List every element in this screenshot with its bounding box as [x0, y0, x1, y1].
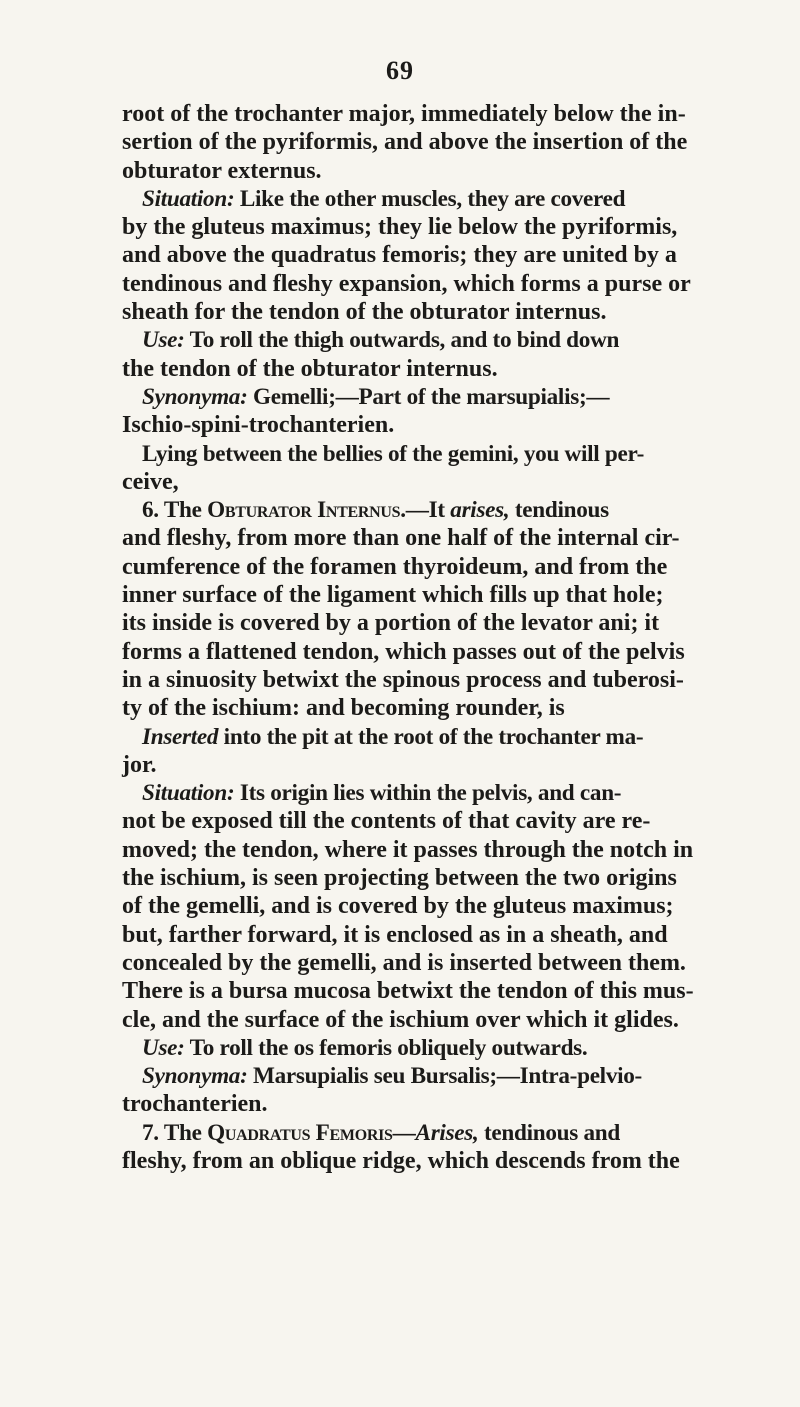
text-segment: tendinous and fleshy expansion, which forms a purse or	[122, 270, 691, 297]
text-segment: not be exposed till the contents of that cavity are re-	[122, 808, 651, 835]
text-segment: Its origin lies within the pelvis, and can-	[234, 780, 622, 807]
text-segment: trochanterien.	[122, 1091, 268, 1118]
text-segment: cumference of the foramen thyroideum, and from the	[122, 553, 668, 580]
text-line	[122, 100, 722, 128]
text-segment: fleshy, from an oblique ridge, which descends from the	[122, 1147, 680, 1174]
text-line	[122, 383, 722, 411]
text-line	[122, 638, 722, 666]
italic-text: Use:	[142, 327, 185, 354]
page-number: 69	[386, 56, 414, 85]
text-line	[122, 836, 722, 864]
text-segment: Lying between the bellies of the gemini, you will per-	[142, 440, 645, 467]
text-segment: cle, and the surface of the ischium over which it glides.	[122, 1006, 679, 1033]
text-line	[122, 1147, 722, 1175]
text-line	[122, 723, 722, 751]
text-line	[122, 213, 722, 241]
muscle-name: Obturator Internus	[207, 497, 401, 524]
text-segment: of the gemelli, and is covered by the gluteus maximus;	[122, 893, 674, 920]
text-line	[122, 807, 722, 835]
text-line	[122, 1119, 722, 1147]
text-line	[122, 751, 722, 779]
text-line	[122, 1034, 722, 1062]
text-line	[122, 694, 722, 722]
text-line	[122, 949, 722, 977]
text-line	[122, 1090, 722, 1118]
text-line	[122, 440, 722, 468]
text-line	[122, 128, 722, 156]
italic-text: Situation:	[142, 780, 235, 807]
text-segment: sheath for the tendon of the obturator internus.	[122, 299, 607, 326]
text-line	[122, 157, 722, 185]
muscle-name: Quadratus Femoris	[207, 1119, 393, 1146]
text-segment: concealed by the gemelli, and is inserted between them.	[122, 949, 686, 976]
text-line	[122, 411, 722, 439]
text-segment: tendinous	[509, 497, 609, 524]
text-line	[122, 185, 722, 213]
text-line	[122, 1062, 722, 1090]
text-segment: and above the quadratus femoris; they are united by a	[122, 242, 677, 269]
text-segment: jor.	[122, 751, 157, 778]
text-segment: sertion of the pyriformis, and above the insertion of the	[122, 129, 688, 156]
text-segment: ceive,	[122, 468, 179, 495]
italic-text: Inserted	[142, 723, 219, 750]
text-line	[122, 468, 722, 496]
text-segment: obturator externus.	[122, 157, 322, 184]
text-line	[122, 298, 722, 326]
text-line	[122, 921, 722, 949]
italic-text: Synonyma:	[142, 1063, 248, 1090]
italic-text: Situation:	[142, 185, 235, 212]
text-line	[122, 496, 722, 524]
text-segment: —	[392, 1119, 416, 1146]
text-segment: inner surface of the ligament which fills up that hole;	[122, 582, 664, 609]
text-line	[122, 326, 722, 354]
text-segment: To roll the os femoris obliquely outwards.	[184, 1034, 588, 1061]
text-segment: the ischium, is seen projecting between the two origins	[122, 865, 677, 892]
text-line	[122, 553, 722, 581]
text-line	[122, 892, 722, 920]
text-segment: moved; the tendon, where it passes through the notch in	[122, 836, 694, 863]
text-segment: Gemelli;—Part of the marsupialis;—	[247, 383, 610, 410]
text-segment: but, farther forward, it is enclosed as in a sheath, and	[122, 921, 668, 948]
italic-text: arises,	[450, 497, 510, 524]
text-segment: 7. The	[142, 1119, 208, 1146]
text-line	[122, 1006, 722, 1034]
text-segment: Like the other muscles, they are covered	[234, 185, 626, 212]
italic-text: Use:	[142, 1034, 185, 1061]
text-line	[122, 581, 722, 609]
text-line	[122, 524, 722, 552]
text-line	[122, 355, 722, 383]
text-line	[122, 666, 722, 694]
text-segment: forms a flattened tendon, which passes out of the pelvis	[122, 638, 685, 665]
text-line	[122, 977, 722, 1005]
text-segment: .—It	[400, 497, 451, 524]
text-line	[122, 609, 722, 637]
text-segment: in a sinuosity betwixt the spinous process and tuberosi-	[122, 666, 684, 693]
text-segment: There is a bursa mucosa betwixt the tendon of this mus-	[122, 978, 694, 1005]
text-line	[122, 779, 722, 807]
text-segment: Ischio-spini-trochanterien.	[122, 412, 395, 439]
text-segment: root of the trochanter major, immediately below the in-	[122, 101, 686, 127]
text-segment: ty of the ischium: and becoming rounder, is	[122, 695, 565, 722]
page-text	[122, 100, 722, 1175]
text-segment: into the pit at the root of the trochanter ma-	[218, 723, 644, 750]
text-segment: by the gluteus maximus; they lie below the pyriformis,	[122, 214, 678, 241]
text-segment: 6. The	[142, 497, 208, 524]
text-line	[122, 864, 722, 892]
text-line	[122, 241, 722, 269]
text-segment: and fleshy, from more than one half of the internal cir-	[122, 525, 680, 552]
text-segment: Marsupialis seu Bursalis;—Intra-pelvio-	[247, 1063, 642, 1090]
text-segment: its inside is covered by a portion of the levator ani; it	[122, 610, 660, 637]
text-segment: tendinous and	[478, 1119, 620, 1146]
italic-text: Arises,	[415, 1119, 479, 1146]
text-segment: the tendon of the obturator internus.	[122, 355, 498, 382]
text-line	[122, 270, 722, 298]
italic-text: Synonyma:	[142, 383, 248, 410]
text-segment: To roll the thigh outwards, and to bind down	[184, 327, 620, 354]
